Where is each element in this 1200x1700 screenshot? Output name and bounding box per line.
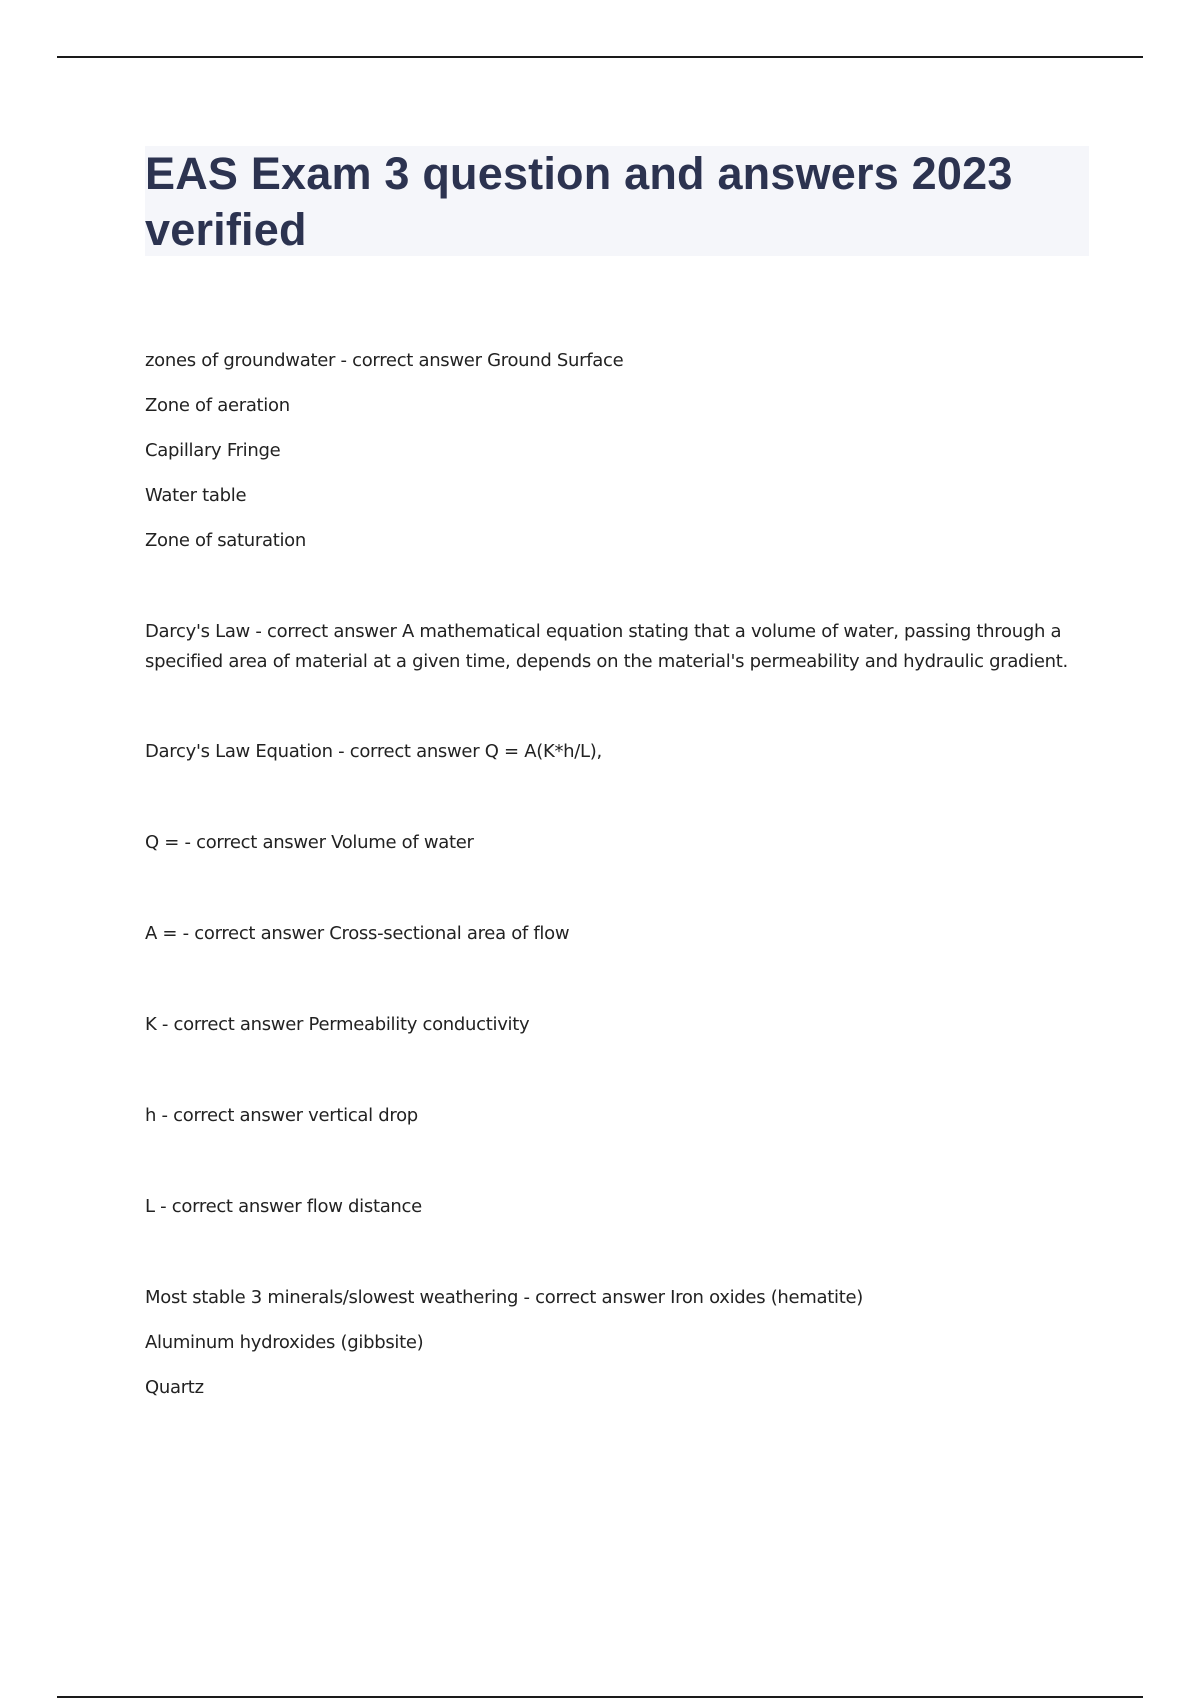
entry-stable-minerals bbox=[145, 1283, 1095, 1403]
document-body bbox=[145, 346, 1095, 1403]
entry-text: Zone of saturation bbox=[145, 530, 307, 551]
entry-l-definition: L - correct answer flow distance bbox=[145, 1196, 422, 1217]
entry-text: zones of groundwater - correct answer Ground Surface bbox=[145, 350, 624, 371]
bottom-divider bbox=[57, 1696, 1143, 1698]
document-title: EAS Exam 3 question and answers 2023 verified bbox=[145, 148, 1013, 255]
entry-text: Zone of aeration bbox=[145, 395, 290, 416]
entry-text: Aluminum hydroxides (gibbsite) bbox=[145, 1332, 424, 1353]
entry-darcys-equation: Darcy's Law Equation - correct answer Q = A(K*h/L), bbox=[145, 741, 602, 762]
title-block bbox=[145, 146, 1089, 256]
entry-groundwater-zones bbox=[145, 346, 1095, 556]
entry-text: Most stable 3 minerals/slowest weathering - correct answer Iron oxides (hematite) bbox=[145, 1287, 863, 1308]
top-divider bbox=[57, 56, 1143, 58]
entry-k-definition: K - correct answer Permeability conductivity bbox=[145, 1014, 530, 1035]
entry-a-definition: A = - correct answer Cross-sectional area of flow bbox=[145, 923, 570, 944]
entry-q-definition: Q = - correct answer Volume of water bbox=[145, 832, 474, 853]
entry-text: Water table bbox=[145, 485, 247, 506]
entry-h-definition: h - correct answer vertical drop bbox=[145, 1105, 418, 1126]
entry-text: Capillary Fringe bbox=[145, 440, 281, 461]
entry-text: Quartz bbox=[145, 1377, 204, 1398]
entry-darcys-law: Darcy's Law - correct answer A mathematical equation stating that a volume of water, passing through a specified area of material at a given time, depends on the material's permeability and hydraulic gradient. bbox=[145, 621, 1068, 672]
